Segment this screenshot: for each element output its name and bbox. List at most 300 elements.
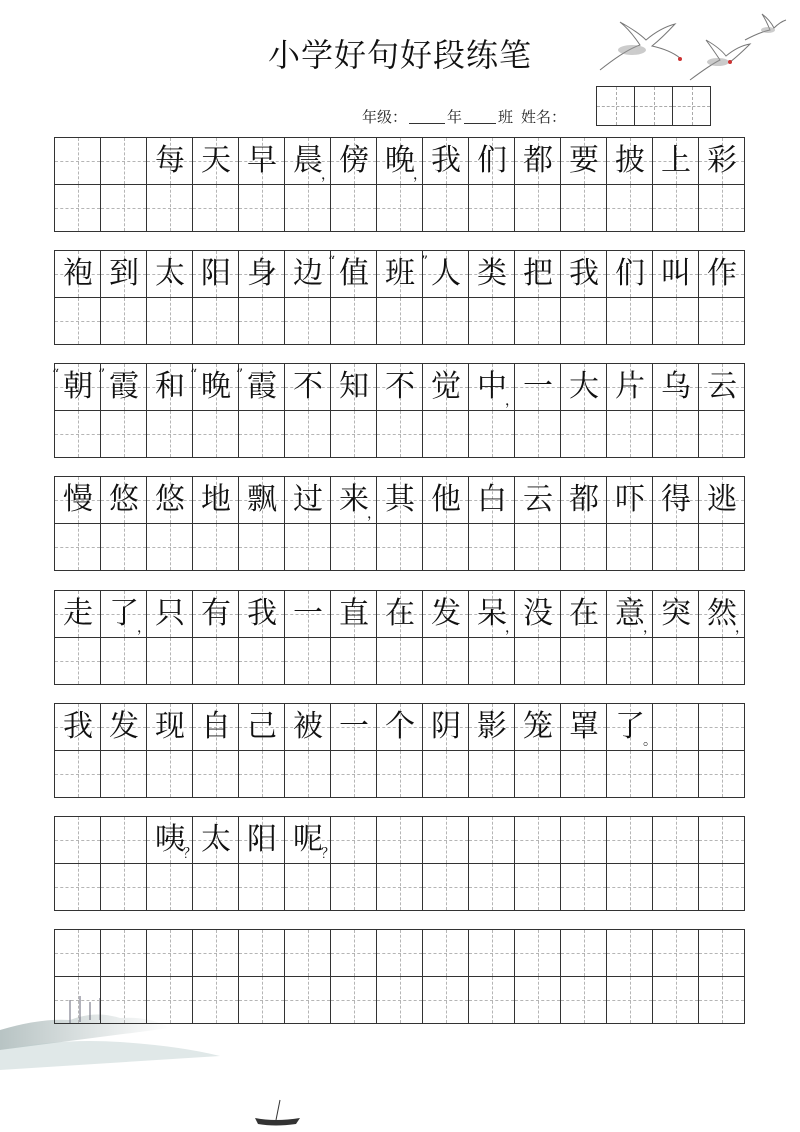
character: 在: [569, 596, 599, 631]
grid-cell[interactable]: [55, 524, 101, 570]
grid-cell[interactable]: [331, 364, 377, 410]
grid-cell[interactable]: [101, 477, 147, 523]
grid-cell[interactable]: [101, 704, 147, 750]
grid-cell[interactable]: [515, 364, 561, 410]
grid-cell[interactable]: [699, 864, 745, 910]
grid-cell[interactable]: [101, 864, 147, 910]
grid-cell[interactable]: [285, 751, 331, 797]
grid-cell[interactable]: [147, 138, 193, 184]
grid-cell[interactable]: [699, 477, 745, 523]
grid-cell[interactable]: [469, 524, 515, 570]
grid-cell[interactable]: [285, 817, 335, 863]
grid-cell[interactable]: [147, 298, 193, 344]
grid-cell[interactable]: [331, 591, 377, 637]
grid-cell[interactable]: [469, 817, 515, 863]
grid-cell[interactable]: [239, 298, 285, 344]
character: 霞: [109, 369, 139, 404]
grid-cell[interactable]: [699, 930, 745, 976]
character: 意: [615, 596, 645, 631]
grid-cell[interactable]: [607, 524, 653, 570]
character: [377, 817, 423, 863]
grid-cell[interactable]: [377, 864, 423, 910]
grid-cell[interactable]: [55, 251, 101, 297]
grid-cell[interactable]: [515, 477, 561, 523]
character: 晚: [201, 369, 231, 404]
grid-cell[interactable]: [377, 185, 423, 231]
grid-cell[interactable]: [147, 364, 193, 410]
grid-cell[interactable]: [607, 638, 653, 684]
grid-cell[interactable]: [331, 864, 377, 910]
grid-cell[interactable]: [285, 298, 331, 344]
grid-cell[interactable]: [101, 591, 151, 637]
grid-cell[interactable]: [285, 251, 331, 297]
grid-cell[interactable]: [147, 185, 193, 231]
grid-cell[interactable]: [55, 638, 101, 684]
grid-cell[interactable]: [285, 411, 331, 457]
grid-cell[interactable]: [377, 251, 428, 297]
grid-cell[interactable]: [285, 864, 331, 910]
grid-cell[interactable]: [147, 704, 193, 750]
grid-cell[interactable]: [331, 138, 377, 184]
grid-cell[interactable]: [423, 817, 469, 863]
grid-cell[interactable]: [653, 817, 699, 863]
grid-cell[interactable]: [147, 251, 193, 297]
grid-cell[interactable]: [55, 864, 101, 910]
grid-cell[interactable]: [147, 638, 193, 684]
name-boxes[interactable]: [596, 86, 711, 126]
character: 中: [477, 369, 507, 404]
character: 一: [339, 709, 369, 744]
grid-cell[interactable]: [55, 704, 101, 750]
grid-cell[interactable]: [423, 704, 469, 750]
grid-cell[interactable]: [561, 751, 607, 797]
grid-cell[interactable]: [331, 638, 377, 684]
grid-cell[interactable]: [699, 977, 745, 1023]
grid-cell[interactable]: [561, 364, 607, 410]
grid-cell[interactable]: [423, 298, 469, 344]
grid-cell[interactable]: [239, 477, 285, 523]
text-row: [54, 816, 745, 863]
grid-cell[interactable]: [699, 638, 745, 684]
grid-cell[interactable]: [101, 930, 147, 976]
grid-cell[interactable]: [515, 185, 561, 231]
grid-cell[interactable]: [147, 930, 193, 976]
blank-row: [54, 523, 745, 571]
grid-cell[interactable]: [515, 251, 561, 297]
character: [101, 817, 147, 863]
text-row: [54, 929, 745, 976]
grid-cell[interactable]: [515, 298, 561, 344]
grid-cell[interactable]: [423, 364, 469, 410]
character: [653, 930, 699, 976]
grid-cell[interactable]: [515, 704, 561, 750]
grid-cell[interactable]: [239, 930, 285, 976]
grid-cell[interactable]: [377, 930, 423, 976]
text-row: [54, 137, 745, 184]
grid-cell[interactable]: [331, 704, 377, 750]
grid-cell[interactable]: [55, 411, 101, 457]
punctuation-mark: ，: [735, 620, 749, 636]
grid-cell[interactable]: [653, 524, 699, 570]
grid-cell[interactable]: [607, 411, 653, 457]
grid-cell[interactable]: [607, 977, 653, 1023]
grid-cell[interactable]: [193, 251, 239, 297]
grid-cell[interactable]: [515, 138, 561, 184]
grid-cell[interactable]: [193, 138, 239, 184]
grid-cell[interactable]: [561, 477, 607, 523]
character: 袍: [63, 256, 93, 291]
grid-cell[interactable]: [423, 977, 469, 1023]
grid-cell[interactable]: [469, 477, 515, 523]
grid-cell[interactable]: [239, 524, 285, 570]
grid-cell[interactable]: [423, 138, 469, 184]
grid-cell[interactable]: [561, 864, 607, 910]
character: [331, 930, 377, 976]
grid-cell[interactable]: [653, 298, 699, 344]
practice-block: [54, 590, 749, 685]
grid-cell[interactable]: [607, 930, 653, 976]
grid-cell[interactable]: [101, 817, 147, 863]
grid-cell[interactable]: [285, 591, 331, 637]
grid-cell[interactable]: [147, 411, 193, 457]
character: 咦: [155, 822, 185, 857]
grid-cell[interactable]: [331, 524, 377, 570]
grid-cell[interactable]: [699, 704, 745, 750]
grid-cell[interactable]: [515, 524, 561, 570]
character: [147, 930, 193, 976]
grid-cell[interactable]: [98, 364, 147, 410]
grid-cell[interactable]: [607, 138, 653, 184]
grid-cell[interactable]: [561, 138, 607, 184]
grid-cell[interactable]: [607, 298, 653, 344]
grid-cell[interactable]: [607, 251, 653, 297]
grid-cell[interactable]: [377, 751, 423, 797]
grid-cell[interactable]: [239, 251, 285, 297]
grid-cell[interactable]: [423, 751, 469, 797]
character: 在: [385, 596, 415, 631]
grid-cell[interactable]: [607, 864, 653, 910]
grid-cell[interactable]: [193, 298, 239, 344]
name-box[interactable]: [597, 87, 635, 125]
grid-cell[interactable]: [420, 251, 469, 297]
text-row: [54, 703, 745, 750]
grid-cell[interactable]: [147, 817, 197, 863]
grade-blank[interactable]: [409, 109, 445, 124]
blank-row: [54, 976, 745, 1024]
character: 觉: [431, 369, 461, 404]
grid-cell[interactable]: [239, 751, 285, 797]
grid-cell[interactable]: [331, 977, 377, 1023]
character: 大: [569, 369, 599, 404]
grid-cell[interactable]: [699, 364, 745, 410]
grid-cell[interactable]: [147, 977, 193, 1023]
grid-cell[interactable]: [147, 524, 193, 570]
grid-cell[interactable]: [147, 591, 193, 637]
grid-cell[interactable]: [55, 138, 101, 184]
grid-cell[interactable]: [285, 364, 331, 410]
grid-cell[interactable]: [101, 411, 147, 457]
grid-cell[interactable]: [607, 591, 657, 637]
grid-cell[interactable]: [239, 817, 285, 863]
grid-cell[interactable]: [561, 411, 607, 457]
character: 边: [293, 256, 323, 291]
character: 值: [339, 256, 369, 291]
grid-cell[interactable]: [101, 638, 147, 684]
grid-cell[interactable]: [469, 751, 515, 797]
grid-cell[interactable]: [55, 298, 101, 344]
grid-cell[interactable]: [515, 977, 561, 1023]
grid-cell[interactable]: [561, 591, 607, 637]
grid-cell[interactable]: [653, 864, 699, 910]
grid-cell[interactable]: [377, 411, 423, 457]
punctuation-mark: “: [328, 254, 336, 270]
grid-cell[interactable]: [193, 930, 239, 976]
name-box[interactable]: [635, 87, 673, 125]
grid-cell[interactable]: [331, 298, 377, 344]
grid-cell[interactable]: [147, 477, 193, 523]
character: 把: [523, 256, 553, 291]
grid-cell[interactable]: [239, 411, 285, 457]
grid-cell[interactable]: [377, 364, 423, 410]
grid-cell[interactable]: [561, 817, 607, 863]
grid-cell[interactable]: [469, 251, 515, 297]
character: 突: [661, 596, 691, 631]
grid-cell[interactable]: [607, 704, 657, 750]
grid-cell[interactable]: [699, 751, 745, 797]
grid-cell[interactable]: [239, 591, 285, 637]
blank-row: [54, 297, 745, 345]
grid-cell[interactable]: [377, 817, 423, 863]
character: 阴: [431, 709, 461, 744]
grid-cell[interactable]: [193, 185, 239, 231]
grid-cell[interactable]: [469, 930, 515, 976]
grid-cell[interactable]: [561, 251, 607, 297]
grid-cell[interactable]: [193, 751, 239, 797]
grid-cell[interactable]: [285, 977, 331, 1023]
grid-cell[interactable]: [193, 817, 239, 863]
grid-cell[interactable]: [331, 185, 377, 231]
grid-cell[interactable]: [101, 185, 147, 231]
grid-cell[interactable]: [377, 591, 423, 637]
practice-block: [54, 363, 745, 458]
grid-cell[interactable]: [55, 977, 101, 1023]
grid-cell[interactable]: [377, 638, 423, 684]
character: 有: [201, 596, 231, 631]
grid-cell[interactable]: [469, 977, 515, 1023]
character: 片: [615, 369, 645, 404]
character: 霞: [247, 369, 277, 404]
grid-cell[interactable]: [377, 704, 423, 750]
grid-cell[interactable]: [55, 185, 101, 231]
grid-cell[interactable]: [193, 977, 239, 1023]
grid-cell[interactable]: [653, 251, 699, 297]
grid-cell[interactable]: [653, 364, 699, 410]
grid-cell[interactable]: [469, 138, 515, 184]
character: 被: [293, 709, 323, 744]
grid-cell[interactable]: [193, 591, 239, 637]
grid-cell[interactable]: [423, 477, 469, 523]
grid-cell[interactable]: [653, 977, 699, 1023]
grid-cell[interactable]: [423, 524, 469, 570]
grid-cell[interactable]: [607, 751, 653, 797]
grid-cell[interactable]: [423, 930, 469, 976]
grid-cell[interactable]: [469, 411, 515, 457]
grid-cell[interactable]: [561, 185, 607, 231]
grid-cell[interactable]: [607, 817, 653, 863]
grid-cell[interactable]: [377, 524, 423, 570]
character: 得: [661, 482, 691, 517]
grid-cell[interactable]: [239, 977, 285, 1023]
character: 叫: [661, 256, 691, 291]
grid-cell[interactable]: [515, 638, 561, 684]
grid-cell[interactable]: [101, 251, 147, 297]
grid-cell[interactable]: [561, 524, 607, 570]
grid-cell[interactable]: [699, 298, 745, 344]
grid-cell[interactable]: [561, 298, 607, 344]
grid-cell[interactable]: [653, 591, 699, 637]
grid-cell[interactable]: [469, 298, 515, 344]
grid-cell[interactable]: [423, 864, 469, 910]
grid-cell[interactable]: [101, 524, 147, 570]
grid-cell[interactable]: [561, 638, 607, 684]
grid-cell[interactable]: [285, 704, 331, 750]
grid-cell[interactable]: [377, 298, 423, 344]
character: 发: [109, 709, 139, 744]
grid-cell[interactable]: [515, 930, 561, 976]
grid-cell[interactable]: [469, 704, 515, 750]
grid-cell[interactable]: [469, 864, 515, 910]
grid-cell[interactable]: [236, 364, 285, 410]
blank-row: [54, 750, 745, 798]
character: [699, 704, 745, 750]
grid-cell[interactable]: [469, 185, 515, 231]
grid-cell[interactable]: [653, 638, 699, 684]
grid-cell[interactable]: [285, 185, 331, 231]
grid-cell[interactable]: [147, 864, 193, 910]
grid-cell[interactable]: [285, 638, 331, 684]
grid-cell[interactable]: [52, 364, 101, 410]
grid-cell[interactable]: [699, 138, 745, 184]
grid-cell[interactable]: [423, 591, 469, 637]
grid-cell[interactable]: [377, 138, 427, 184]
grid-cell[interactable]: [285, 930, 331, 976]
grid-cell[interactable]: [515, 591, 561, 637]
grid-cell[interactable]: [653, 930, 699, 976]
grid-cell[interactable]: [377, 477, 423, 523]
grid-cell[interactable]: [515, 751, 561, 797]
grid-cell[interactable]: [699, 411, 745, 457]
grid-cell[interactable]: [193, 864, 239, 910]
grid-cell[interactable]: [699, 524, 745, 570]
character: 身: [247, 256, 277, 291]
character: [699, 817, 745, 863]
character: 发: [431, 596, 461, 631]
grid-cell[interactable]: [285, 477, 331, 523]
grid-cell[interactable]: [101, 977, 147, 1023]
grid-cell[interactable]: [147, 751, 193, 797]
grid-cell[interactable]: [101, 138, 147, 184]
punctuation-mark: ，: [643, 620, 657, 636]
grid-cell[interactable]: [607, 185, 653, 231]
class-blank[interactable]: [464, 109, 496, 124]
grid-cell[interactable]: [423, 411, 469, 457]
grid-cell[interactable]: [653, 138, 699, 184]
name-box[interactable]: [673, 87, 710, 125]
grid-cell[interactable]: [331, 930, 377, 976]
character: 班: [385, 256, 415, 291]
grid-cell[interactable]: [101, 751, 147, 797]
grid-cell[interactable]: [331, 477, 381, 523]
grid-cell[interactable]: [699, 591, 749, 637]
grid-cell[interactable]: [699, 817, 745, 863]
grid-cell[interactable]: [699, 251, 745, 297]
character: 每: [155, 143, 185, 178]
grid-cell[interactable]: [55, 817, 101, 863]
grid-cell[interactable]: [55, 591, 101, 637]
grid-cell[interactable]: [239, 638, 285, 684]
grid-cell[interactable]: [377, 977, 423, 1023]
character: [377, 930, 423, 976]
grid-cell[interactable]: [55, 751, 101, 797]
grid-cell[interactable]: [469, 591, 519, 637]
character: 来: [339, 482, 369, 517]
grid-cell[interactable]: [285, 524, 331, 570]
grid-cell[interactable]: [239, 864, 285, 910]
grid-cell[interactable]: [190, 364, 239, 410]
grid-cell[interactable]: [561, 930, 607, 976]
grid-cell[interactable]: [193, 524, 239, 570]
grid-cell[interactable]: [653, 185, 699, 231]
punctuation-mark: ，: [137, 620, 151, 636]
grid-cell[interactable]: [515, 864, 561, 910]
grid-cell[interactable]: [193, 477, 239, 523]
grid-cell[interactable]: [55, 930, 101, 976]
grid-cell[interactable]: [331, 751, 377, 797]
grid-cell[interactable]: [469, 638, 515, 684]
grid-cell[interactable]: [653, 751, 699, 797]
grid-cell[interactable]: [515, 817, 561, 863]
grid-cell[interactable]: [515, 411, 561, 457]
grid-cell[interactable]: [285, 138, 335, 184]
grid-cell[interactable]: [653, 704, 699, 750]
grid-cell[interactable]: [193, 638, 239, 684]
grid-cell[interactable]: [239, 704, 285, 750]
grid-cell[interactable]: [607, 477, 653, 523]
grid-cell[interactable]: [423, 638, 469, 684]
grid-cell[interactable]: [193, 411, 239, 457]
character: [561, 817, 607, 863]
grid-cell[interactable]: [55, 477, 101, 523]
grid-cell[interactable]: [653, 477, 699, 523]
grid-cell[interactable]: [699, 185, 745, 231]
character: 没: [523, 596, 553, 631]
grid-cell[interactable]: [607, 364, 653, 410]
grid-cell[interactable]: [328, 251, 377, 297]
grid-cell[interactable]: [101, 298, 147, 344]
grid-cell[interactable]: [331, 411, 377, 457]
grid-cell[interactable]: [653, 411, 699, 457]
text-row: [54, 590, 749, 637]
grid-cell[interactable]: [561, 977, 607, 1023]
grid-cell[interactable]: [239, 185, 285, 231]
grid-cell[interactable]: [469, 364, 519, 410]
grid-cell[interactable]: [193, 704, 239, 750]
grid-cell[interactable]: [561, 704, 607, 750]
grid-cell[interactable]: [423, 185, 469, 231]
grid-cell[interactable]: [331, 817, 377, 863]
grid-cell[interactable]: [239, 138, 285, 184]
character: 逃: [707, 482, 737, 517]
